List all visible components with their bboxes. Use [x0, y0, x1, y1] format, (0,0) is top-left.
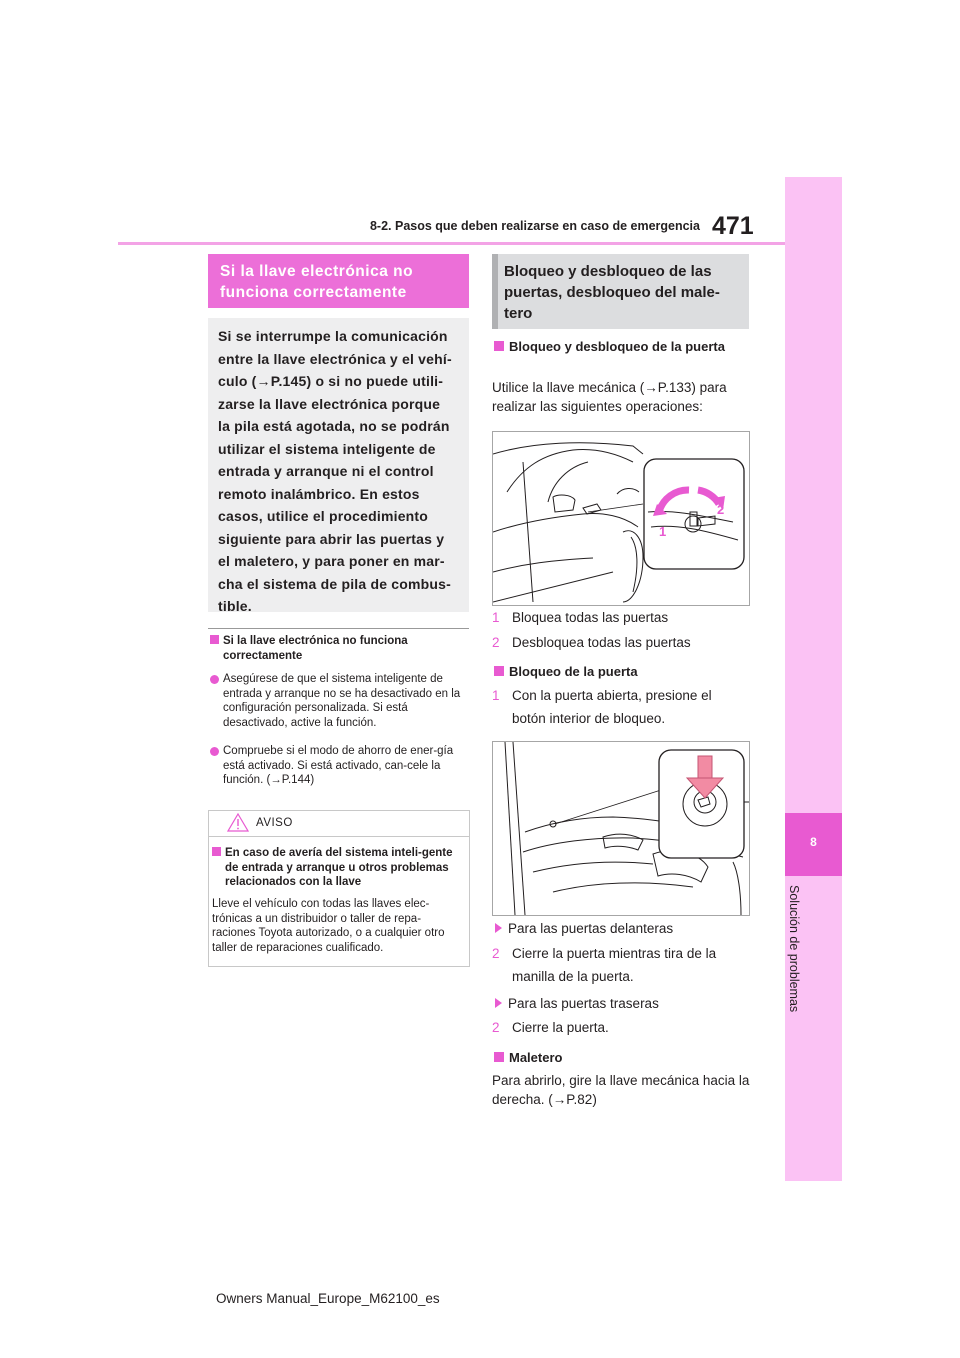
square-bullet-icon — [494, 341, 504, 351]
step-number: 2 — [492, 635, 500, 650]
subheading-trunk — [494, 1048, 744, 1067]
list-item-text: Asegúrese de que el sistema inteligente de entrada y arranque no se ha desactivado en la configuración personalizada. Si está desactivado, active la función. — [223, 673, 461, 729]
list-item-text: Compruebe si el modo de ahorro de ener-gía está activado. Si está activado, can-cele la función. (→P.144) — [223, 745, 454, 786]
footer-text: Owners Manual_Europe_M62100_es — [216, 1291, 440, 1306]
figure-inner-lock-button — [492, 741, 750, 916]
warning-box-divider — [208, 836, 470, 837]
paragraph: Utilice la llave mecánica (→P.133) para realizar las siguientes operaciones: — [492, 380, 727, 414]
step-item — [492, 608, 750, 627]
step-text: Cierre la puerta. — [512, 1020, 609, 1035]
step-number: 1 — [492, 610, 500, 625]
square-bullet-icon — [212, 847, 221, 856]
subheading-door-lock — [494, 662, 744, 681]
section-heading-right — [492, 254, 749, 329]
section-heading-left-text: Si la llave electrónica no funciona correctamente — [220, 263, 414, 301]
figure-label-1: 1 — [659, 524, 667, 539]
chapter-label — [781, 885, 801, 1035]
subheading-lock-unlock — [494, 337, 744, 356]
figure-key-cylinder — [492, 431, 750, 606]
step-text: Cierre la puerta mientras tira de la manilla de la puerta. — [512, 946, 717, 984]
door-interior-illustration — [493, 742, 749, 915]
warning-triangle-icon — [227, 813, 249, 832]
step-item — [492, 1018, 750, 1037]
page-number: 471 — [712, 212, 754, 240]
square-bullet-icon — [494, 666, 504, 676]
step-item — [492, 633, 750, 652]
header-divider — [118, 242, 840, 245]
list-item-text: Para las puertas traseras — [508, 996, 659, 1011]
step-item — [492, 684, 750, 726]
figure-label-2: 2 — [717, 502, 725, 517]
chapter-label-text: Solución de problemas — [787, 885, 801, 1013]
list-item-rear-doors — [495, 994, 750, 1013]
list-item-front-doors — [495, 919, 750, 938]
warning-label: AVISO — [256, 817, 293, 829]
paragraph: Para abrirlo, gire la llave mecánica hacia la derecha. (→P.82) — [492, 1073, 750, 1107]
round-bullet-icon — [210, 747, 219, 756]
step-text: Desbloquea todas las puertas — [512, 635, 691, 650]
chapter-number: 8 — [810, 835, 817, 849]
step-text: Con la puerta abierta, presione el botón interior de bloqueo. — [512, 688, 712, 726]
arrow-bullet-icon — [495, 998, 502, 1008]
round-bullet-icon — [210, 675, 219, 684]
heading-accent-bar — [492, 254, 498, 329]
note-divider — [208, 628, 469, 629]
step-number: 2 — [492, 946, 500, 961]
square-bullet-icon — [210, 635, 219, 644]
subheading-text: Bloqueo y desbloqueo de la puerta — [509, 339, 725, 354]
section-heading-left — [208, 254, 469, 308]
step-item — [492, 942, 750, 984]
subheading-text: Maletero — [509, 1050, 563, 1065]
square-bullet-icon — [494, 1052, 504, 1062]
intro-box-text: Si se interrumpe la comunicación entre la llave electrónica y el vehí-culo (→P.145) o si no puede utili-zarse la llave electrónica porque la pila está agotada, no se podrán utilizar el sistema inteligente de entrada y arranque ni el control remoto inalámbrico. En estos casos, utilice el procedimiento siguiente para abrir las puertas y el maletero, y para poner en mar-cha el sistema de pila de combus-tible. — [218, 328, 452, 614]
warning-heading — [212, 846, 466, 888]
section-title: 8-2. Pasos que deben realizarse en caso de emergencia — [369, 219, 700, 233]
list-item-text: Para las puertas delanteras — [508, 921, 674, 936]
section-heading-right-text: Bloqueo y desbloqueo de las puertas, desbloqueo del male-tero — [504, 263, 720, 322]
warning-body: Lleve el vehículo con todas las llaves elec-trónicas a un distribuidor o taller de repa-raciones Toyota autorizado, o a cualquier otro taller de reparaciones cualificado. — [212, 898, 445, 954]
intro-box — [208, 318, 469, 612]
step-number: 2 — [492, 1020, 500, 1035]
subheading-text: Bloqueo de la puerta — [509, 664, 638, 679]
note-heading — [210, 634, 468, 662]
step-text: Bloquea todas las puertas — [512, 610, 669, 625]
step-number: 1 — [492, 688, 500, 703]
warning-heading-text: En caso de avería del sistema inteli-gente de entrada y arranque u otros problemas relacionados con la llave — [225, 847, 453, 888]
note-heading-text: Si la llave electrónica no funciona correctamente — [223, 635, 408, 662]
arrow-bullet-icon — [495, 923, 502, 933]
car-door-key-illustration — [493, 432, 749, 605]
